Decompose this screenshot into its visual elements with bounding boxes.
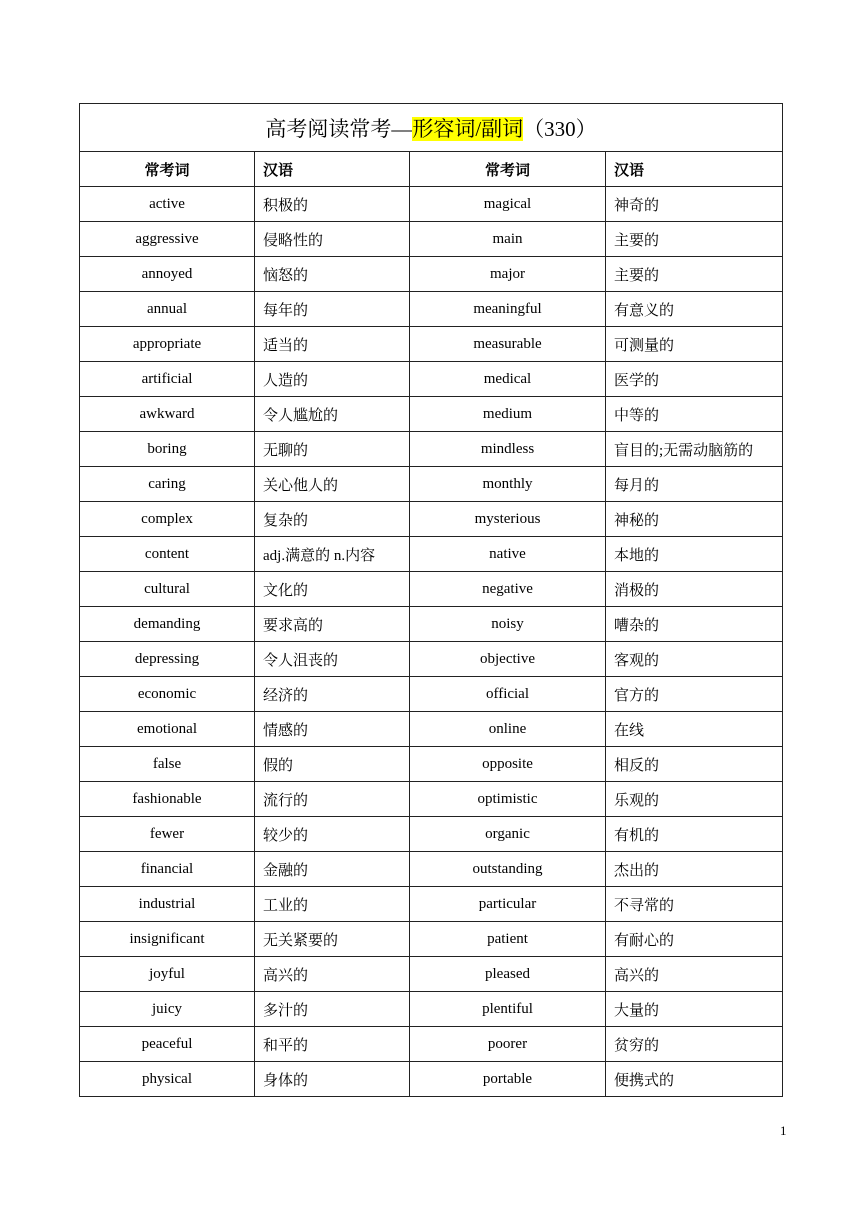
cell-chinese-2: 客观的 <box>606 642 783 677</box>
cell-word-1: appropriate <box>80 327 255 362</box>
cell-chinese-2: 可测量的 <box>606 327 783 362</box>
cell-chinese-1: 身体的 <box>255 1062 410 1097</box>
title-suffix: （330） <box>523 116 597 141</box>
table-row <box>80 572 783 607</box>
cell-word-1: annoyed <box>80 257 255 292</box>
table-row <box>80 1027 783 1062</box>
cell-chinese-2: 官方的 <box>606 677 783 712</box>
header-word-1: 常考词 <box>80 152 255 187</box>
cell-chinese-1: 情感的 <box>255 712 410 747</box>
cell-word-1: industrial <box>80 887 255 922</box>
cell-chinese-2: 每月的 <box>606 467 783 502</box>
cell-chinese-1: 经济的 <box>255 677 410 712</box>
cell-chinese-1: 流行的 <box>255 782 410 817</box>
cell-chinese-1: 多汁的 <box>255 992 410 1027</box>
title-highlight: 形容词/副词 <box>412 116 524 141</box>
cell-word-1: juicy <box>80 992 255 1027</box>
cell-word-2: medical <box>410 362 606 397</box>
cell-chinese-2: 高兴的 <box>606 957 783 992</box>
cell-word-1: boring <box>80 432 255 467</box>
table-row <box>80 782 783 817</box>
table-row <box>80 397 783 432</box>
table-row <box>80 887 783 922</box>
cell-chinese-2: 便携式的 <box>606 1062 783 1097</box>
cell-chinese-1: 令人沮丧的 <box>255 642 410 677</box>
table-title <box>80 104 783 152</box>
table-row <box>80 502 783 537</box>
table-row <box>80 292 783 327</box>
cell-chinese-1: 复杂的 <box>255 502 410 537</box>
cell-word-1: economic <box>80 677 255 712</box>
title-row <box>80 104 783 152</box>
table-row <box>80 852 783 887</box>
cell-word-1: false <box>80 747 255 782</box>
cell-word-2: organic <box>410 817 606 852</box>
title-prefix: 高考阅读常考— <box>265 116 413 141</box>
cell-chinese-2: 主要的 <box>606 222 783 257</box>
table-row <box>80 362 783 397</box>
cell-word-1: depressing <box>80 642 255 677</box>
cell-chinese-1: 无关紧要的 <box>255 922 410 957</box>
table-row <box>80 607 783 642</box>
cell-word-1: peaceful <box>80 1027 255 1062</box>
cell-word-1: awkward <box>80 397 255 432</box>
table-row <box>80 537 783 572</box>
cell-word-2: online <box>410 712 606 747</box>
table-row <box>80 712 783 747</box>
page-number: 1 <box>780 1123 787 1138</box>
cell-word-1: fewer <box>80 817 255 852</box>
cell-word-2: outstanding <box>410 852 606 887</box>
cell-chinese-1: 适当的 <box>255 327 410 362</box>
table-row <box>80 327 783 362</box>
cell-word-2: noisy <box>410 607 606 642</box>
cell-chinese-1: 侵略性的 <box>255 222 410 257</box>
cell-word-1: cultural <box>80 572 255 607</box>
cell-word-1: annual <box>80 292 255 327</box>
cell-chinese-2: 乐观的 <box>606 782 783 817</box>
table-row <box>80 187 783 222</box>
header-word-2: 常考词 <box>410 152 606 187</box>
header-row <box>80 152 783 187</box>
cell-word-1: caring <box>80 467 255 502</box>
cell-word-1: artificial <box>80 362 255 397</box>
cell-chinese-2: 相反的 <box>606 747 783 782</box>
cell-word-1: fashionable <box>80 782 255 817</box>
cell-chinese-2: 主要的 <box>606 257 783 292</box>
cell-chinese-2: 中等的 <box>606 397 783 432</box>
cell-word-2: major <box>410 257 606 292</box>
cell-chinese-1: 积极的 <box>255 187 410 222</box>
cell-word-1: insignificant <box>80 922 255 957</box>
cell-chinese-2: 大量的 <box>606 992 783 1027</box>
cell-word-1: joyful <box>80 957 255 992</box>
cell-word-2: mysterious <box>410 502 606 537</box>
cell-word-2: medium <box>410 397 606 432</box>
cell-chinese-2: 嘈杂的 <box>606 607 783 642</box>
table-row <box>80 467 783 502</box>
cell-chinese-2: 本地的 <box>606 537 783 572</box>
cell-word-2: negative <box>410 572 606 607</box>
table-row <box>80 747 783 782</box>
cell-word-2: objective <box>410 642 606 677</box>
cell-chinese-1: adj.满意的 n.内容 <box>255 537 410 572</box>
cell-word-2: pleased <box>410 957 606 992</box>
cell-word-2: patient <box>410 922 606 957</box>
cell-chinese-2: 杰出的 <box>606 852 783 887</box>
cell-chinese-1: 关心他人的 <box>255 467 410 502</box>
cell-chinese-1: 金融的 <box>255 852 410 887</box>
cell-chinese-2: 神奇的 <box>606 187 783 222</box>
table-row <box>80 677 783 712</box>
cell-word-2: plentiful <box>410 992 606 1027</box>
cell-word-2: magical <box>410 187 606 222</box>
table-row <box>80 222 783 257</box>
cell-word-2: optimistic <box>410 782 606 817</box>
cell-chinese-2: 医学的 <box>606 362 783 397</box>
cell-chinese-1: 假的 <box>255 747 410 782</box>
cell-chinese-1: 每年的 <box>255 292 410 327</box>
cell-word-2: meaningful <box>410 292 606 327</box>
cell-word-1: complex <box>80 502 255 537</box>
table-row <box>80 642 783 677</box>
cell-chinese-1: 人造的 <box>255 362 410 397</box>
cell-word-2: monthly <box>410 467 606 502</box>
table-row <box>80 922 783 957</box>
cell-word-2: main <box>410 222 606 257</box>
cell-chinese-1: 无聊的 <box>255 432 410 467</box>
cell-word-2: portable <box>410 1062 606 1097</box>
cell-word-2: poorer <box>410 1027 606 1062</box>
vocabulary-table <box>79 103 783 1097</box>
table-row <box>80 1062 783 1097</box>
cell-word-1: active <box>80 187 255 222</box>
cell-chinese-2: 不寻常的 <box>606 887 783 922</box>
cell-chinese-2: 神秘的 <box>606 502 783 537</box>
cell-chinese-2: 盲目的;无需动脑筋的 <box>606 432 783 467</box>
cell-chinese-1: 文化的 <box>255 572 410 607</box>
table-row <box>80 432 783 467</box>
cell-word-2: particular <box>410 887 606 922</box>
cell-word-1: physical <box>80 1062 255 1097</box>
cell-chinese-1: 要求高的 <box>255 607 410 642</box>
cell-chinese-1: 高兴的 <box>255 957 410 992</box>
cell-word-1: financial <box>80 852 255 887</box>
cell-chinese-2: 在线 <box>606 712 783 747</box>
cell-word-2: measurable <box>410 327 606 362</box>
cell-chinese-2: 有机的 <box>606 817 783 852</box>
cell-word-2: mindless <box>410 432 606 467</box>
cell-word-1: demanding <box>80 607 255 642</box>
header-chinese-2: 汉语 <box>606 152 783 187</box>
cell-word-2: official <box>410 677 606 712</box>
cell-word-1: emotional <box>80 712 255 747</box>
table-row <box>80 992 783 1027</box>
table-row <box>80 817 783 852</box>
table-row <box>80 257 783 292</box>
cell-chinese-1: 令人尴尬的 <box>255 397 410 432</box>
cell-chinese-2: 有意义的 <box>606 292 783 327</box>
cell-chinese-1: 工业的 <box>255 887 410 922</box>
cell-word-1: aggressive <box>80 222 255 257</box>
cell-chinese-2: 消极的 <box>606 572 783 607</box>
cell-word-2: opposite <box>410 747 606 782</box>
cell-chinese-1: 较少的 <box>255 817 410 852</box>
cell-chinese-2: 贫穷的 <box>606 1027 783 1062</box>
cell-chinese-2: 有耐心的 <box>606 922 783 957</box>
header-chinese-1: 汉语 <box>255 152 410 187</box>
cell-chinese-1: 恼怒的 <box>255 257 410 292</box>
table-row <box>80 957 783 992</box>
cell-word-1: content <box>80 537 255 572</box>
cell-chinese-1: 和平的 <box>255 1027 410 1062</box>
cell-word-2: native <box>410 537 606 572</box>
